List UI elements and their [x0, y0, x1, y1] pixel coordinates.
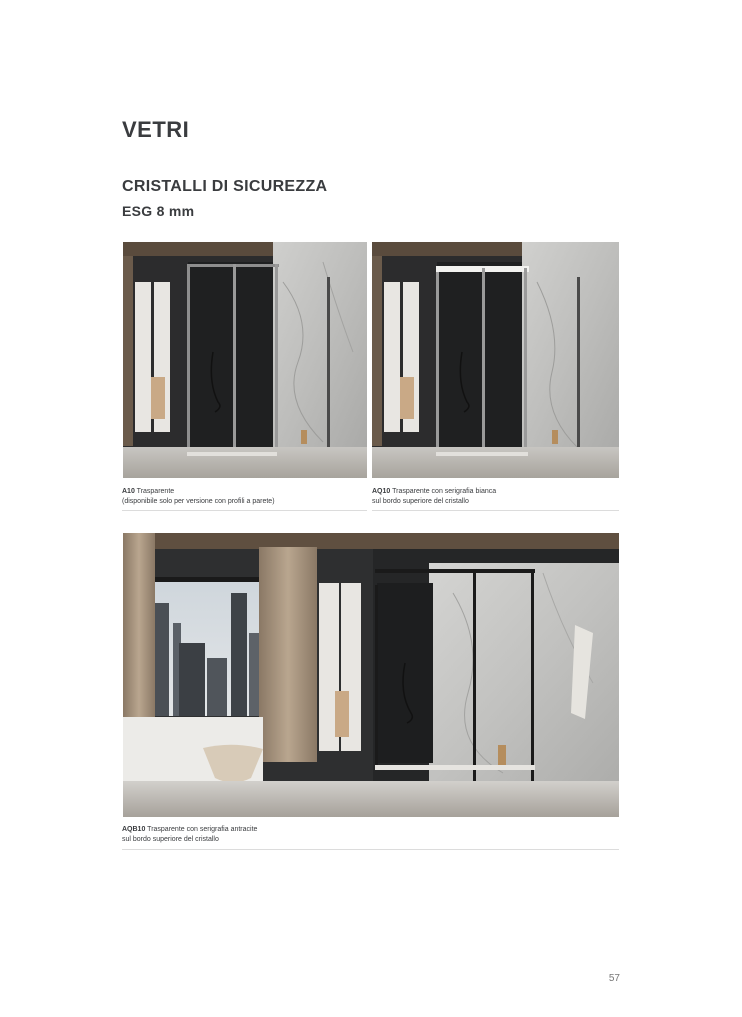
page-title: VETRI: [122, 117, 190, 142]
product-description: Trasparente con serigrafia bianca: [392, 488, 497, 495]
product-note: sul bordo superiore del cristallo: [372, 498, 469, 505]
caption-a10: [122, 487, 367, 507]
caption-divider: [122, 510, 367, 511]
bathroom-window-shower-image: [123, 533, 619, 817]
shower-white-screenprint-image: [372, 242, 619, 478]
section-subtitle: ESG 8 mm: [122, 203, 195, 219]
page-number: 57: [608, 973, 620, 984]
caption-divider: [372, 510, 619, 511]
product-description: Trasparente: [136, 488, 175, 495]
product-code: AQB10: [122, 826, 146, 833]
product-note: sul bordo superiore del cristallo: [122, 836, 219, 843]
product-photo-aqb10: [123, 533, 619, 817]
shower-clear-glass-image: [123, 242, 367, 478]
product-code: AQ10: [372, 488, 391, 495]
product-photo-aq10: [372, 242, 619, 478]
product-note: (disponibile solo per versione con profili a parete): [122, 498, 275, 505]
product-code: A10: [122, 488, 135, 495]
section-title: CRISTALLI DI SICUREZZA: [122, 178, 328, 195]
product-description: Trasparente con serigrafia antracite: [147, 826, 258, 833]
product-photo-a10: [123, 242, 367, 478]
caption-aqb10: [122, 825, 618, 845]
caption-divider: [122, 849, 619, 850]
caption-aq10: [372, 487, 619, 507]
